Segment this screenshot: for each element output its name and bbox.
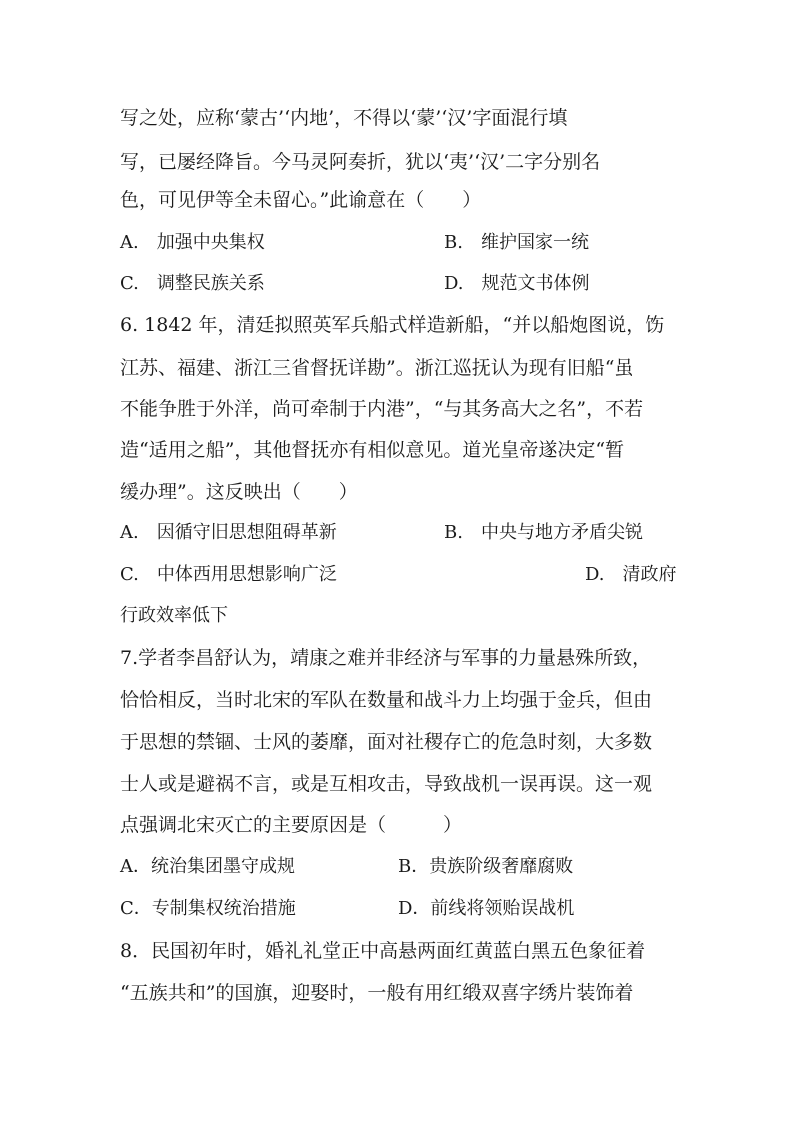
q7-option-c: C．专制集权统治措施	[120, 898, 296, 919]
q6-stem-line-2: 江苏、福建、浙江三省督抚详勘”。浙江巡抚认为现有旧船“虽	[120, 357, 634, 379]
q7-option-b: B．贵族阶级奢靡腐败	[398, 856, 574, 877]
q6-option-d-continued: 行政效率低下	[120, 605, 228, 626]
q5-stem-line-3: 色，可见伊等全未留心。”此谕意在（ ）	[120, 189, 482, 211]
q5-option-a: A. 加强中央集权	[120, 232, 265, 253]
q7-option-d: D．前线将领贻误战机	[398, 898, 575, 919]
q8-stem-line-2: “五族共和”的国旗，迎娶时，一般有用红缎双喜字绣片装饰着	[120, 982, 634, 1004]
q5-option-b: B. 维护国家一统	[444, 232, 589, 253]
q7-stem-line-5: 点强调北宋灭亡的主要原因是（ ）	[120, 814, 463, 836]
q8-stem-line-1: 8．民国初年时，婚礼礼堂正中高悬两面红黄蓝白黑五色象征着	[120, 940, 646, 962]
q6-stem-line-1: 6. 1842 年，清廷拟照英军兵船式样造新船，“并以船炮图说，饬	[120, 314, 665, 336]
q6-option-c: C. 中体西用思想影响广泛	[120, 564, 337, 585]
q6-stem-line-4: 造“适用之船”，其他督抚亦有相似意见。道光皇帝遂决定“暂	[120, 439, 625, 461]
q6-option-a: A. 因循守旧思想阻碍革新	[120, 522, 337, 543]
q5-option-c: C. 调整民族关系	[120, 273, 265, 294]
q7-stem-line-1: 7.学者李昌舒认为，靖康之难并非经济与军事的力量悬殊所致，	[120, 647, 652, 669]
q6-stem-line-5: 缓办理”。这反映出（ ）	[120, 481, 358, 503]
q6-option-b: B. 中央与地方矛盾尖锐	[444, 522, 643, 543]
q7-stem-line-4: 士人或是避祸不言，或是互相攻击，导致战机一误再误。这一观	[120, 773, 653, 795]
q6-stem-line-3: 不能争胜于外洋，尚可牵制于内港”，“与其务高大之名”，不若	[120, 398, 644, 420]
q5-stem-line-2: 写，已屡经降旨。今马灵阿奏折，犹以‘夷’‘汉’二字分别名	[120, 151, 601, 173]
q7-stem-line-3: 于思想的禁锢、士风的萎靡，面对社稷存亡的危急时刻，大多数	[120, 731, 653, 753]
q6-option-d: D. 清政府	[585, 564, 677, 585]
q5-option-d: D. 规范文书体例	[444, 273, 590, 294]
q7-option-a: A．统治集团墨守成规	[120, 856, 295, 877]
q7-stem-line-2: 恰恰相反，当时北宋的军队在数量和战斗力上均强于金兵，但由	[120, 689, 653, 711]
q5-stem-line-1: 写之处，应称‘蒙古’‘内地’，不得以‘蒙’‘汉’字面混行填	[120, 107, 568, 129]
